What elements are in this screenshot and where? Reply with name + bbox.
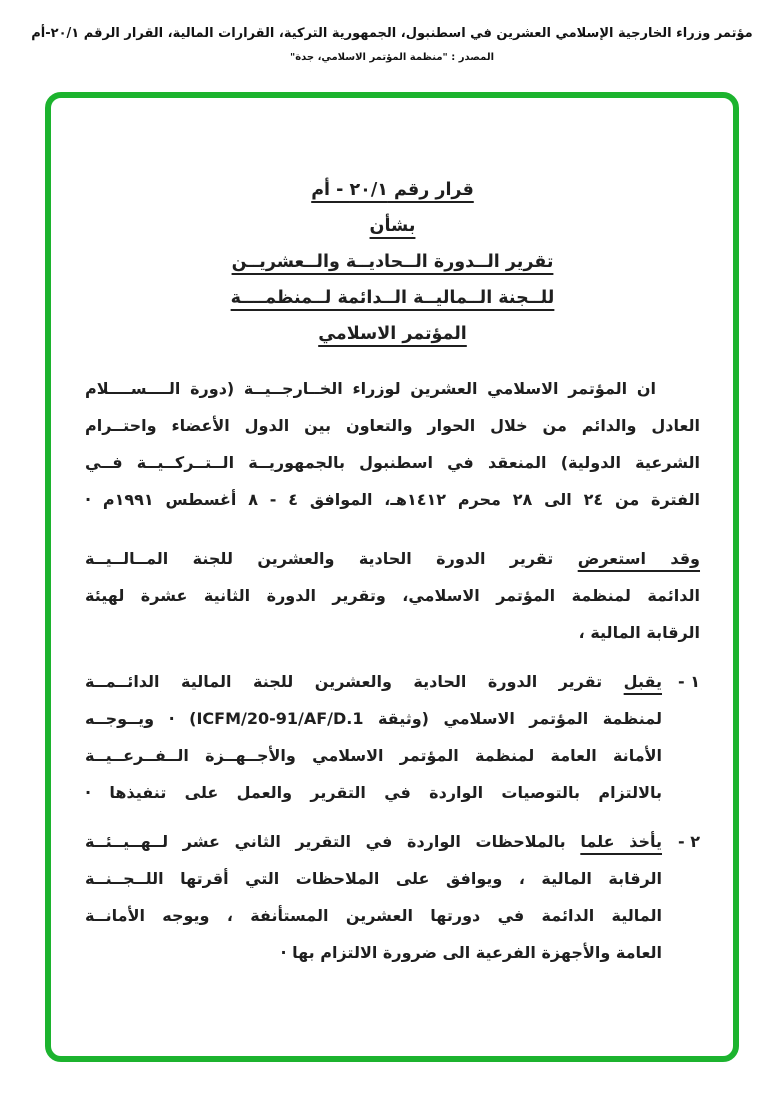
text-line: لمنظمة المؤتمر الاسلامي (وثيقة ICFM/20-91/AF/D.1) · ويــوجــه bbox=[85, 709, 663, 728]
review-paragraph bbox=[85, 540, 700, 651]
title-line-5 bbox=[85, 316, 700, 352]
item-number: ١ - bbox=[678, 672, 700, 691]
green-highlight-frame bbox=[45, 92, 739, 1062]
item-number: ٢ - bbox=[678, 832, 700, 851]
scanned-document-page bbox=[51, 98, 733, 1056]
title-line-3 bbox=[85, 244, 700, 280]
resolution-title-block bbox=[85, 172, 700, 352]
text-line: بالالتزام بالتوصيات الواردة في التقرير والعمل على تنفيذها · bbox=[85, 783, 662, 802]
title-organization: المؤتمر الاسلامي bbox=[318, 324, 467, 344]
text-line: الأمانة العامة لمنظمة المؤتمر الاسلامي والأجــهــزة الــفــرعــيــة bbox=[85, 746, 662, 765]
text-line: الفترة من ٢٤ الى ٢٨ محرم ١٤١٢هـ، الموافق ٤ - ٨ أغسطس ١٩٩١م · bbox=[85, 490, 700, 509]
preamble-paragraph bbox=[85, 370, 700, 518]
text-line bbox=[85, 823, 662, 860]
title-report-session: تقرير الــدورة الــحاديــة والــعشريــن bbox=[231, 252, 554, 272]
resolution-item-2 bbox=[85, 823, 700, 971]
text-line: العامة والأجهزة الفرعية الى ضرورة الالتزام بها · bbox=[280, 943, 662, 962]
text-line: ان المؤتمر الاسلامي العشرين لوزراء الخــارجــيــة (دورة الــــســــلام bbox=[85, 379, 656, 398]
text-segment: بالملاحظات الواردة في التقرير الثاني عشر لــهــيــئــة bbox=[85, 832, 581, 851]
text-line: المالية الدائمة في دورتها العشرين المستأنفة ، ويوجه الأمانــة bbox=[85, 906, 662, 925]
text-line: الدائمة لمنظمة المؤتمر الاسلامي، وتقرير الدورة الثانية عشرة لهيئة bbox=[85, 586, 700, 605]
text-line: العادل والدائم من خلال الحوار والتعاون بين الدول الأعضاء واحتــرام bbox=[85, 416, 700, 435]
text-line bbox=[85, 663, 662, 700]
text-segment: تقرير الدورة الحادية والعشرين للجنة المالية الدائــمــة bbox=[85, 672, 624, 691]
title-committee: للــجنة الــماليــة الــدائمة لــمنظمــــة bbox=[230, 288, 555, 308]
text-segment: تقرير الدورة الحادية والعشرين للجنة المــالــيــة bbox=[85, 549, 578, 568]
text-line bbox=[85, 540, 700, 577]
text-line: الرقابة المالية ، ويوافق على الملاحظات التي أقرتها اللــجــنــة bbox=[85, 869, 662, 888]
document-source-line: المصدر : "منظمة المؤتمر الاسلامي، جدة" bbox=[289, 52, 494, 63]
underlined-lead-word: وقد استعرض bbox=[577, 549, 701, 568]
document-citation-header: مؤتمر وزراء الخارجية الإسلامي العشرين في اسطنبول، الجمهورية التركية، القرارات المالية، القرار الرقم ٢٠/١-أم bbox=[31, 26, 753, 41]
text-line: الشرعية الدولية) المنعقد في اسطنبول بالجمهوريــة الــتــركــيــة فــي bbox=[85, 453, 700, 472]
title-line-4 bbox=[85, 280, 700, 316]
title-regarding: بشأن bbox=[369, 216, 416, 236]
title-line-1 bbox=[85, 172, 700, 208]
resolution-number: قرار رقم ٢٠/١ - أم bbox=[311, 180, 474, 200]
item-body bbox=[85, 663, 662, 811]
resolution-item-1 bbox=[85, 663, 700, 811]
text-line: الرقابة المالية ، bbox=[578, 623, 700, 642]
underlined-lead-word: يقبل bbox=[623, 672, 662, 691]
underlined-lead-word: يأخذ علما bbox=[580, 832, 662, 851]
item-body bbox=[85, 823, 662, 971]
title-line-2 bbox=[85, 208, 700, 244]
